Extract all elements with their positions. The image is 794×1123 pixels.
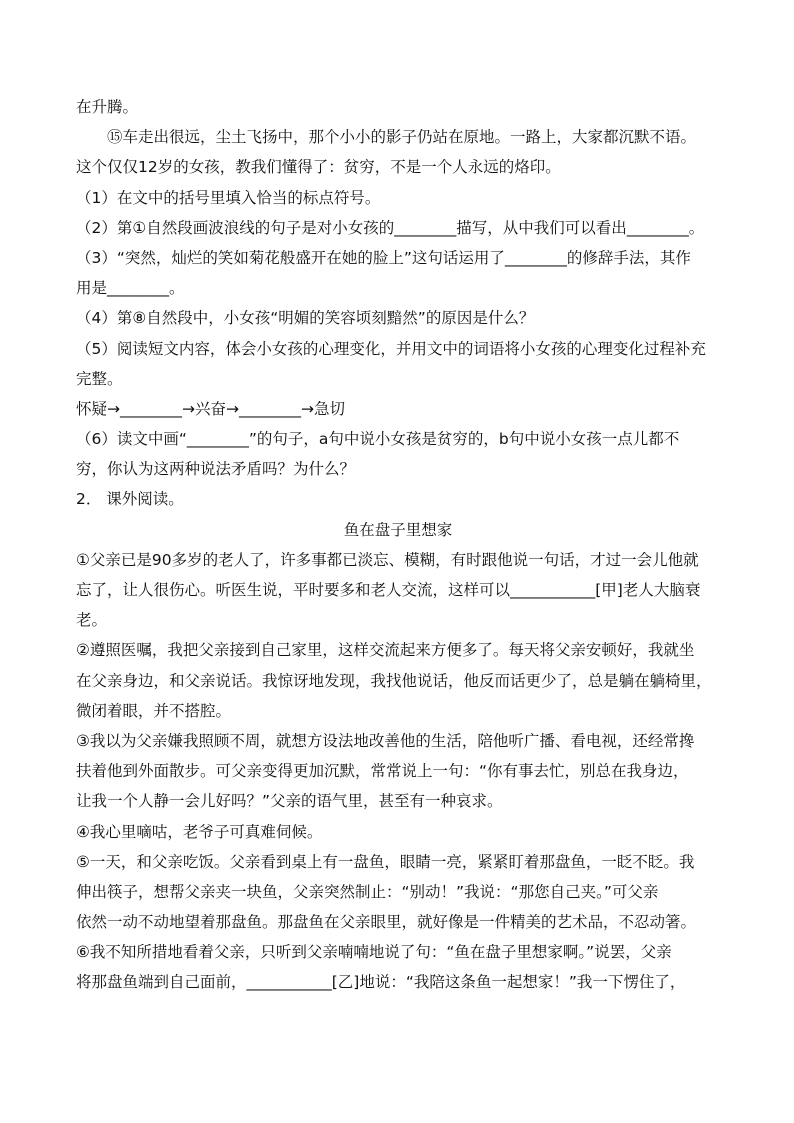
question-6-line-1: （6）读文中画“________”的句子，a句中说小女孩是贫穷的，b句中说小女孩一点儿都不 <box>76 430 680 449</box>
question-3-line-1: （3）“突然，灿烂的笑如菊花般盛开在她的脸上”这句话运用了________的修辞手法，其作 <box>76 248 691 267</box>
article-paragraph-1-line-3: 老。 <box>76 611 108 630</box>
question-2: （2）第①自然段画波浪线的句子是对小女孩的________描写，从中我们可以看出________。 <box>76 218 705 237</box>
article-paragraph-6-line-1: ⑥我不知所措地看着父亲，只听到父亲喃喃地说了句：“鱼在盘子里想家啊。”说罢，父亲 <box>76 943 672 962</box>
paragraph-15-line-1: ⑮车走出很远，尘土飞扬中，那个小小的影子仍站在原地。一路上，大家都沉默不语。 <box>107 128 697 147</box>
article-paragraph-2-line-3: 微闭着眼，并不搭腔。 <box>76 701 232 720</box>
document-page <box>76 92 720 998</box>
question-5-line-2: 完整。 <box>76 369 123 388</box>
article-title: 鱼在盘子里想家 <box>343 520 453 539</box>
section-2-heading: 2． 课外阅读。 <box>76 490 184 509</box>
article-paragraph-1-line-2: 忘了，让人很伤心。听医生说，平时要多和老人交流，这样可以___________[甲]老人大脑衰 <box>76 581 701 599</box>
article-paragraph-3-line-1: ③我以为父亲嫌我照顾不周，就想方设法地改善他的生活，陪他听广播、看电视，还经常搀 <box>76 731 695 750</box>
article-paragraph-3-line-3: 让我一个人静一会儿好吗？”父亲的语气里，甚至有一种哀求。 <box>76 792 503 811</box>
text-line-continuation: 在升腾。 <box>76 98 139 116</box>
question-6-line-2: 穷，你认为这两种说法矛盾吗？为什么？ <box>76 460 356 479</box>
question-4: （4）第⑧自然段中，小女孩“明媚的笑容顷刻黯然”的原因是什么？ <box>76 309 535 328</box>
article-paragraph-3-line-2: 扶着他到外面散步。可父亲变得更加沉默，常常说上一句：“你有事去忙，别总在我身边， <box>76 762 689 781</box>
article-paragraph-2-line-1: ②遵照医嘱，我把父亲接到自己家里，这样交流起来方便多了。每天将父亲安顿好，我就坐 <box>76 641 695 660</box>
article-paragraph-5-line-1: ⑤一天，和父亲吃饭。父亲看到桌上有一盘鱼，眼睛一亮，紧紧盯着那盘鱼，一眨不眨。我 <box>76 852 695 871</box>
article-paragraph-5-line-2: 伸出筷子，想帮父亲夹一块鱼，父亲突然制止：“别动！”我说：“那您自己夹。”可父亲 <box>76 882 659 901</box>
paragraph-15-line-2: 这个仅仅12岁的女孩，教我们懂得了：贫穷，不是一个人永远的烙印。 <box>76 158 561 177</box>
article-paragraph-4: ④我心里嘀咕，老爷子可真难伺候。 <box>76 822 323 841</box>
article-paragraph-6-line-2: 将那盘鱼端到自己面前，___________[乙]地说：“我陪这条鱼一起想家！”我一下愣住了， <box>76 973 686 992</box>
question-1: （1）在文中的括号里填入恰当的标点符号。 <box>76 188 381 207</box>
question-3-line-2: 用是________。 <box>76 279 185 298</box>
article-paragraph-1-line-1: ①父亲已是90多岁的老人了，许多事都已淡忘、模糊，有时跟他说一句话，才过一会儿他就 <box>76 550 699 569</box>
question-5-line-1: （5）阅读短文内容，体会小女孩的心理变化，并用文中的词语将小女孩的心理变化过程补充 <box>76 339 706 358</box>
article-paragraph-2-line-2: 在父亲身边，和父亲说话。我惊讶地发现，我找他说话，他反而话更少了，总是躺在躺椅里， <box>76 671 712 690</box>
article-paragraph-5-line-3: 依然一动不动地望着那盘鱼。那盘鱼在父亲眼里，就好像是一件精美的艺术品，不忍动箸。 <box>76 913 697 932</box>
question-5-answer-chain: 怀疑→________→兴奋→________→急切 <box>76 399 345 418</box>
